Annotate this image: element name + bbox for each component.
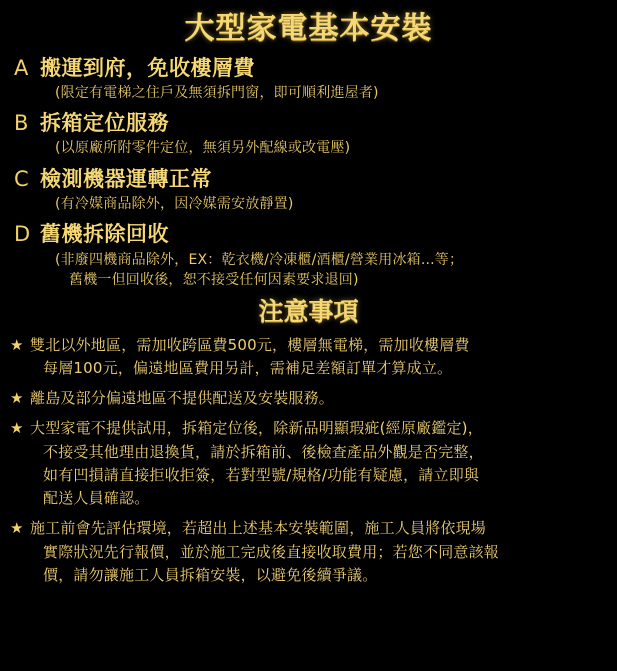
item-letter-a: A [14,55,29,80]
item-note-d [55,250,609,291]
service-item-heading [14,220,609,248]
notice-line: 大型家電不提供試用，拆箱定位後，除新品明顯瑕疵(經原廠鑑定)， [30,419,483,438]
notice-line: 不接受其他理由退換貨，請於拆箱前、後檢查產品外觀是否完整， [43,442,484,461]
item-title-d: 舊機拆除回收 [40,222,169,247]
item-letter-c: C [14,166,29,191]
notice-text [30,417,484,510]
service-item-heading [14,54,609,82]
notice-line: 雙北以外地區，需加收跨區費500元，樓層無電梯，需加收樓層費 [30,335,470,354]
notice-line: 如有凹損請直接拒收拒簽，若對型號/規格/功能有疑慮，請立即與 [43,465,480,484]
notice-line: 價，請勿讓施工人員拆箱安裝，以避免後續爭議。 [43,565,378,584]
list-item [14,54,609,104]
item-note-a: (限定有電梯之住戶及無須拆門窗，即可順利進屋者) [55,84,379,101]
list-item [14,109,609,159]
item-title-b: 拆箱定位服務 [40,111,169,136]
notice-line: 配送人員確認。 [43,489,150,508]
item-note-c: (有冷媒商品除外，因冷媒需安放靜置) [55,196,294,213]
notice-line: 離島及部分偏遠地區不提供配送及安裝服務。 [30,389,335,408]
list-item [14,165,609,215]
item-note-d-line1: (非廢四機商品除外，EX：乾衣機/冷凍櫃/酒櫃/營業用冰箱...等； [55,251,464,268]
service-item-heading [14,109,609,137]
list-item [10,417,607,510]
service-item-heading [14,165,609,193]
list-item [10,334,607,381]
notice-line: 每層100元，偏遠地區費用另計，需補足差額訂單才算成立。 [43,358,453,377]
notice-text [30,517,499,587]
list-item [10,387,607,410]
item-note-d-line2: 舊機一但回收後，恕不接受任何因素要求退回) [69,272,359,289]
item-letter-b: B [14,111,29,136]
notice-line: 施工前會先評估環境，若超出上述基本安裝範圍，施工人員將依現場 [30,519,487,538]
star-icon: ★ [10,335,24,354]
item-letter-d: D [14,222,31,247]
item-title-a: 搬運到府，免收樓層費 [40,55,255,80]
item-note-b: (以原廠所附零件定位，無須另外配線或改電壓) [55,140,351,157]
notice-text [30,334,470,381]
notice-title: 注意事項 [258,297,359,327]
page-title: 大型家電基本安裝 [184,11,433,46]
notice-list [0,334,617,588]
service-item-list [0,54,617,291]
item-title-c: 檢測機器運轉正常 [40,166,212,191]
star-icon: ★ [10,389,24,408]
list-item [14,220,609,290]
promo-page [0,10,617,671]
list-item [10,517,607,587]
notice-line: 實際狀況先行報價，並於施工完成後直接收取費用；若您不同意該報 [43,542,500,561]
star-icon: ★ [10,419,24,438]
notice-text [30,387,334,410]
star-icon: ★ [10,519,24,538]
